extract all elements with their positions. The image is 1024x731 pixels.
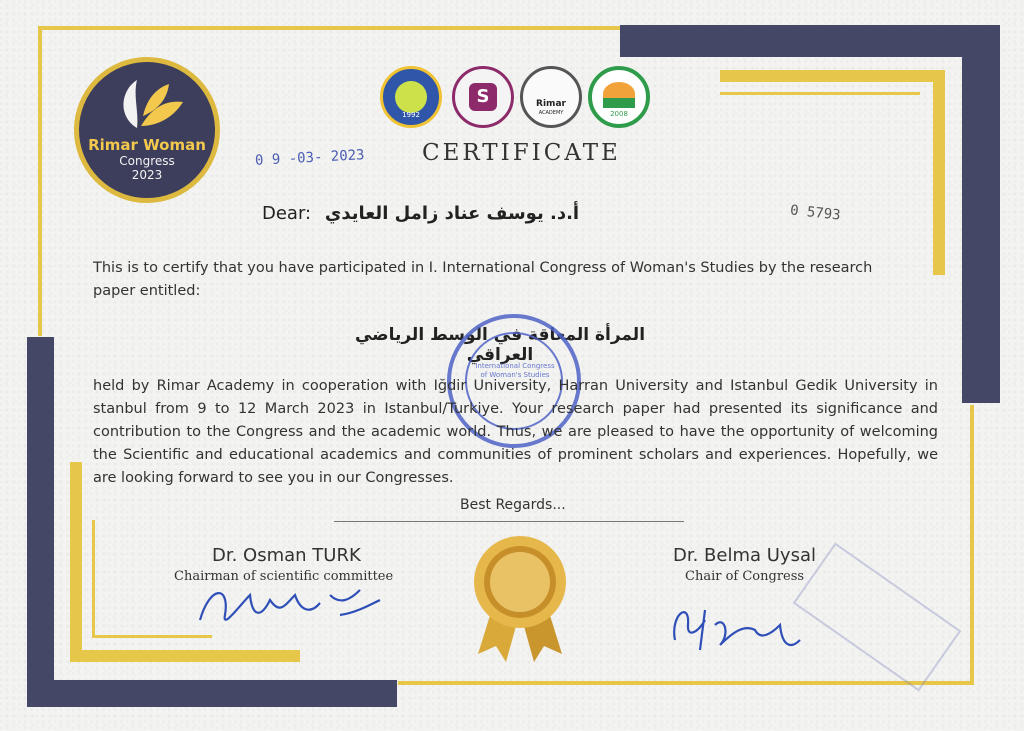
date-stamp: 0 9 -03- 2023: [254, 147, 365, 169]
rimar-logo-text: Rimar: [536, 99, 566, 109]
gold-bar-left: [70, 462, 82, 662]
right-signatory-role: Chair of Congress: [685, 569, 805, 584]
harran-university-logo: [380, 66, 442, 128]
left-signatory-name: Dr. Osman TURK: [212, 545, 361, 566]
faded-stamp: [793, 543, 962, 692]
divider: [334, 521, 684, 522]
right-signatory-name: Dr. Belma Uysal: [673, 545, 816, 566]
logo-line2: 2023: [131, 168, 163, 182]
gold-line-inner-top: [720, 92, 920, 95]
certificate-body: held by Rimar Academy in cooperation with Iğdir University, Harran University and Istanbul Gedik University in stanbul from 9 to 12 March 2023 in Istanbul/Turkiye. Your research paper had presented its significance and contribution to the Congress and the academic world. Thus, we are pleased to have the opportunity of welcoming the Scientific and educational academics and communities of prominent scholars and experiences. Hopefully, we are looking forward to see you in our Congresses.: [93, 378, 938, 486]
gold-medal-seal: [470, 534, 570, 668]
gold-line-inner-bottom: [92, 635, 212, 638]
intro-line-2: paper entitled:: [93, 283, 201, 299]
rimar-woman-congress-logo: [74, 57, 220, 203]
navy-bar-bottom: [27, 680, 397, 707]
harran-year: 1992: [402, 111, 420, 119]
gold-bar-right: [933, 70, 945, 275]
rimar-logo-sub: ACADEMY: [538, 110, 564, 116]
recipient-name: أ.د. يوسف عناد زامل العايدي: [324, 203, 580, 224]
navy-bar-top: [620, 25, 1000, 57]
navy-bar-left: [27, 337, 54, 707]
paper-title: المرأة المعاقة في الوسط الرياضي العراقي: [354, 325, 646, 365]
regards: Best Regards...: [460, 497, 566, 513]
igdir-year: 2008: [610, 110, 628, 118]
navy-bar-right: [962, 25, 1000, 403]
certificate-title: CERTIFICATE: [422, 140, 621, 166]
dear-label: Dear:: [262, 203, 312, 224]
left-signatory-role: Chairman of scientific committee: [174, 569, 394, 584]
gold-line-inner-left: [92, 520, 95, 638]
igdir-university-logo: [588, 66, 650, 128]
gold-bar-top-right: [720, 70, 945, 82]
gold-border-bottom: [398, 681, 974, 685]
left-signature: [190, 575, 390, 635]
dear-line: [262, 203, 579, 224]
rimar-academy-logo: [520, 66, 582, 128]
gold-border-top: [38, 26, 628, 30]
gold-bar-bottom: [70, 650, 300, 662]
intro-line-1: This is to certify that you have participated in I. International Congress of Woman's Studies by the research: [93, 260, 873, 276]
seal-text: International Congress of Woman's Studies: [475, 362, 555, 379]
gedik-university-logo: S: [452, 66, 514, 128]
gold-border-right: [970, 405, 974, 685]
logo-title: Rimar Woman: [88, 136, 206, 154]
logo-line1: Congress: [119, 154, 175, 168]
gold-border-left: [38, 26, 42, 336]
serial-number-stamp: 0 5793: [789, 202, 842, 224]
leaf-icon: [107, 76, 187, 132]
